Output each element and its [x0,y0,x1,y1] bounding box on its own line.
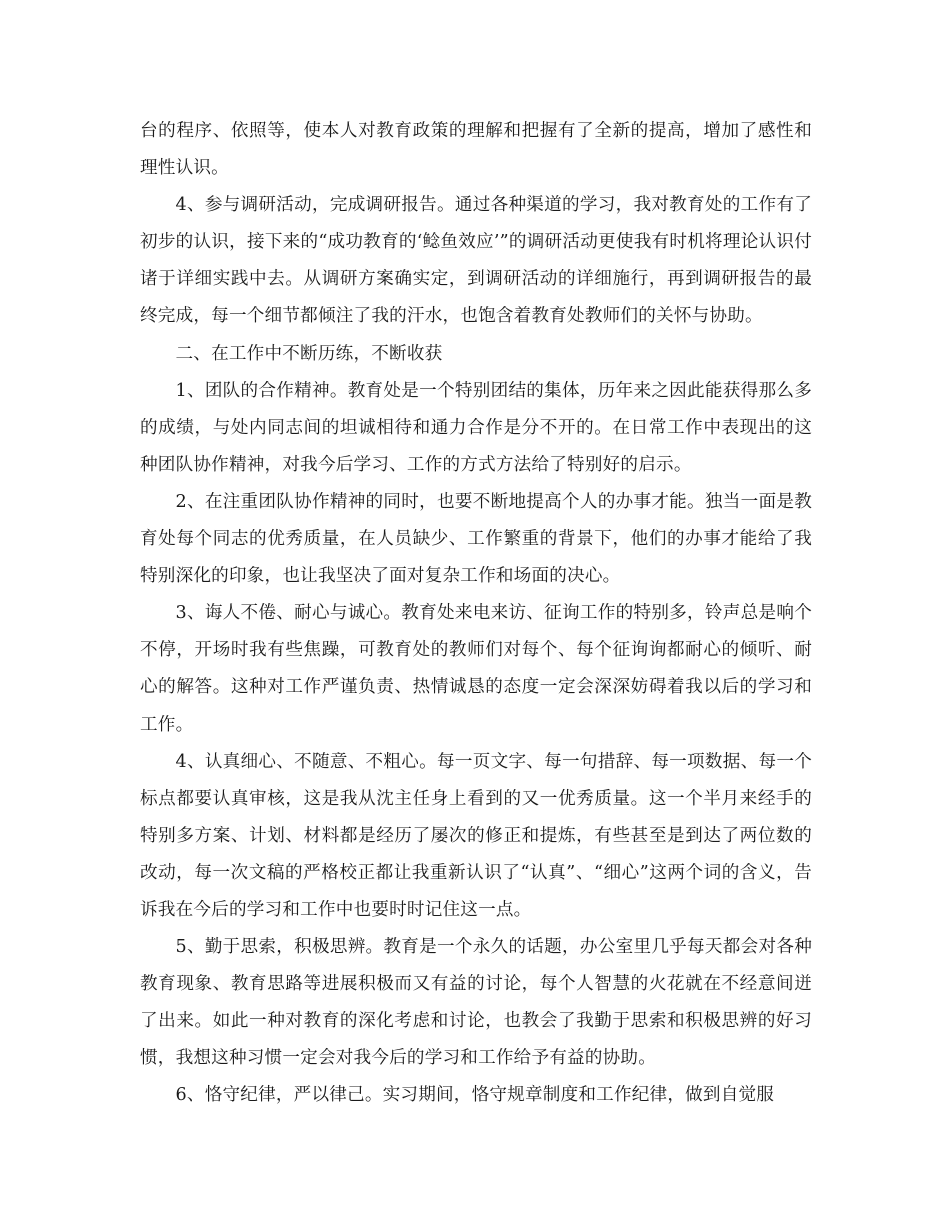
paragraph-item-1-teamwork: 1、团队的合作精神。教育处是一个特别团结的集体，历年来之因此能获得那么多的成绩，与处内同志间的坦诚相待和通力合作是分不开的。在日常工作中表现出的这种团队协作精神，对我今后学习、工作的方式方法给了特别好的启示。 [140,380,812,475]
section-heading-2: 二、在工作中不断历练，不断收获 [175,343,443,364]
paragraph-item-5-thinking: 5、勤于思索，积极思辨。教育是一个永久的话题，办公室里几乎每天都会对各种教育现象、教育思路等进展积极而又有益的讨论，每个人智慧的火花就在不经意间迸了出来。如此一种对教育的深化考虑和讨论，也教会了我勤于思索和积极思辨的好习惯，我想这种习惯一定会对我今后的学习和工作给予有益的协助。 [140,937,812,1069]
paragraph-item-2-ability: 2、在注重团队协作精神的同时，也要不断地提高个人的办事才能。独当一面是教育处每个同志的优秀质量，在人员缺少、工作繁重的背景下，他们的办事才能给了我特别深化的印象，也让我坚决了面对复杂工作和场面的决心。 [140,491,812,587]
paragraph-continuation: 台的程序、依照等，使本人对教育政策的理解和把握有了全新的提高，增加了感性和理性认识。 [140,121,812,179]
paragraph-item-3-patience: 3、诲人不倦、耐心与诚心。教育处来电来访、征询工作的特别多，铃声总是响个不停，开场时我有些焦躁，可教育处的教师们对每个、每个征询询都耐心的倾听、耐心的解答。这种对工作严谨负责、热情诚恳的态度一定会深深妨碍着我以后的学习和工作。 [140,603,812,735]
paragraph-item-4-carefulness: 4、认真细心、不随意、不粗心。每一页文字、每一句措辞、每一项数据、每一个标点都要认真审核，这是我从沈主任身上看到的又一优秀质量。这一个半月来经手的特别多方案、计划、材料都是经历了屡次的修正和提炼，有些甚至是到达了两位数的改动，每一次文稿的严格校正都让我重新认识了“认真”、“细心”这两个词的含义，告诉我在今后的学习和工作中也要时时记住这一点。 [140,751,812,920]
document-body [140,113,812,1115]
paragraph-item-6-discipline: 6、恪守纪律，严以律己。实习期间，恪守规章制度和工作纪律，做到自觉服 [175,1085,775,1106]
paragraph-item-4-research: 4、参与调研活动，完成调研报告。通过各种渠道的学习，我对教育处的工作有了初步的认识，接下来的“成功教育的‘鲶鱼效应’”的调研活动更使我有时机将理论认识付诸于详细实践中去。从调研方案确实定，到调研活动的详细施行，再到调研报告的最终完成，每一个细节都倾注了我的汗水，也饱含着教育处教师们的关怀与协助。 [140,195,812,327]
